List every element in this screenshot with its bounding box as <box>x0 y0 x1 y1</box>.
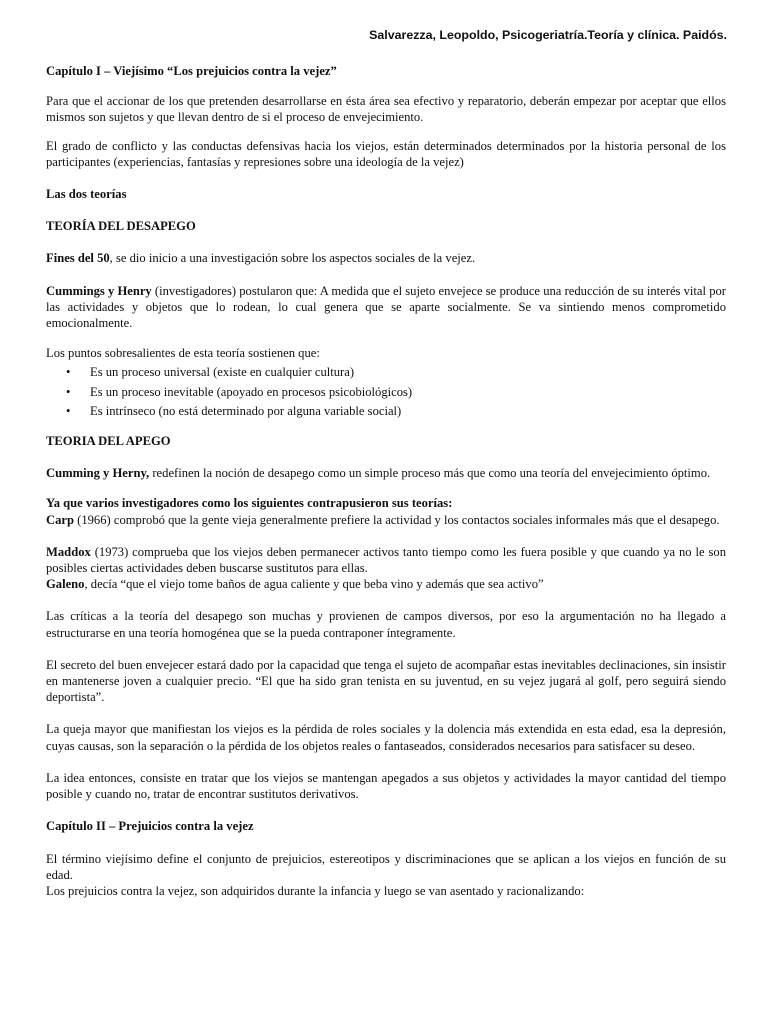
chapter-2-title: Capítulo II – Prejuicios contra la vejez <box>46 819 254 834</box>
bold-term: Cummings y Henry <box>46 283 152 298</box>
paragraph <box>46 250 726 266</box>
bold-term: Carp <box>46 512 74 527</box>
section-heading-two-theories: Las dos teorías <box>46 187 127 202</box>
paragraph-text: (investigadores) postularon que: A medida que el sujeto envejece se produce una reducción de su interés vital por las actividades y objetos que lo rodean, lo cual genera que se aparte socialmente. Se va sintiendo menos comprometido emocionalmente. <box>46 283 726 331</box>
bold-term: Cumming y Herny, <box>46 466 150 481</box>
paragraph: Los puntos sobresalientes de esta teoría sostienen que: <box>46 346 320 361</box>
bold-term: Fines del 50 <box>46 251 110 266</box>
paragraph <box>46 512 726 528</box>
paragraph-text: , decía “que el viejo tome baños de agua caliente y que beba vino y además que sea activo” <box>84 577 544 592</box>
paragraph <box>46 465 726 481</box>
list-item: • Es intrínseco (no está determinado por alguna variable social) <box>66 403 402 418</box>
paragraph: Para que el accionar de los que pretenden desarrollarse en ésta área sea efectivo y reparatorio, deberán empezar por aceptar que ellos mismos son sujetos y que llevan dentro de si el proceso de envejecimiento. <box>46 94 726 125</box>
paragraph: El término viejísimo define el conjunto de prejuicios, estereotipos y discriminaciones que se aplican a los viejos en función de su edad. <box>46 851 726 882</box>
paragraph-text: , se dio inicio a una investigación sobre los aspectos sociales de la vejez. <box>109 251 476 266</box>
list-item: • Es un proceso universal (existe en cualquier cultura) <box>66 365 355 380</box>
paragraph: La idea entonces, consiste en tratar que los viejos se mantengan apegados a sus objetos y actividades la mayor cantidad del tiempo posible y cuando no, tratar de encontrar sustitutos derivativos. <box>46 770 726 802</box>
paragraph <box>46 544 726 576</box>
bold-term: Maddox <box>46 544 91 559</box>
chapter-1-title: Capítulo I – Viejísimo “Los prejuicios contra la vejez” <box>46 64 337 78</box>
paragraph: El grado de conflicto y las conductas defensivas hacia los viejos, están determinados determinados por la historia personal de los participantes (experiencias, fantasías y represiones sobre una ideología de la vejez) <box>46 138 726 169</box>
bullet-list <box>46 364 726 419</box>
paragraph: Las críticas a la teoría del desapego son muchas y provienen de campos diversos, por eso la argumentación no ha llegado a estructurarse en una teoría homogénea que se la pueda contraponer íntegramente. <box>46 609 726 640</box>
paragraph <box>46 283 726 332</box>
bullet-icon: • <box>66 403 71 418</box>
bullet-icon: • <box>66 384 71 399</box>
paragraph-text: redefinen la noción de desapego como un simple proceso más que como una teoría del envejecimiento óptimo. <box>149 466 711 481</box>
paragraph: Los prejuicios contra la vejez, son adquiridos durante la infancia y luego se van asentado y racionalizando: <box>46 883 585 898</box>
paragraph: El secreto del buen envejecer estará dado por la capacidad que tenga el sujeto de acompañar estas inevitables declinaciones, sin insistir en mantenerse joven a cualquier precio. “El que ha sido gran tenista en su juventud, en su vejez jugará al golf, pero seguirá siendo deportista”. <box>46 657 726 705</box>
researchers-heading: Ya que varios investigadores como los siguientes contrapusieron sus teorías: <box>46 496 453 511</box>
bold-term: Galeno <box>46 577 85 592</box>
bullet-icon: • <box>66 365 71 380</box>
paragraph: La queja mayor que manifiestan los viejos es la pérdida de roles sociales y la dolencia más extendida en esta edad, esa la depresión, cuyas causas, son la separación o la pérdida de los objetos reales o fantaseados, considerados necesarios para satisfacer su deseo. <box>46 722 726 753</box>
paragraph <box>46 576 726 592</box>
document-body <box>46 63 726 899</box>
paragraph-text: (1973) comprueba que los viejos deben permanecer activos tanto tiempo como les fuera posible y que cuando ya no le son posibles ciertas actividades deben buscarse sustitutos para ellas. <box>46 544 726 576</box>
section-heading-apego: TEORIA DEL APEGO <box>46 434 171 449</box>
section-heading-desapego: TEORÍA DEL DESAPEGO <box>46 219 196 234</box>
list-item: • Es un proceso inevitable (apoyado en procesos psicobiológicos) <box>66 384 413 399</box>
citation-header: Salvarezza, Leopoldo, Psicogeriatría.Teoría y clínica. Paidós. <box>369 28 727 42</box>
paragraph-text: (1966) comprobó que la gente vieja generalmente prefiere la actividad y los contactos sociales informales más que el desapego. <box>74 512 720 527</box>
